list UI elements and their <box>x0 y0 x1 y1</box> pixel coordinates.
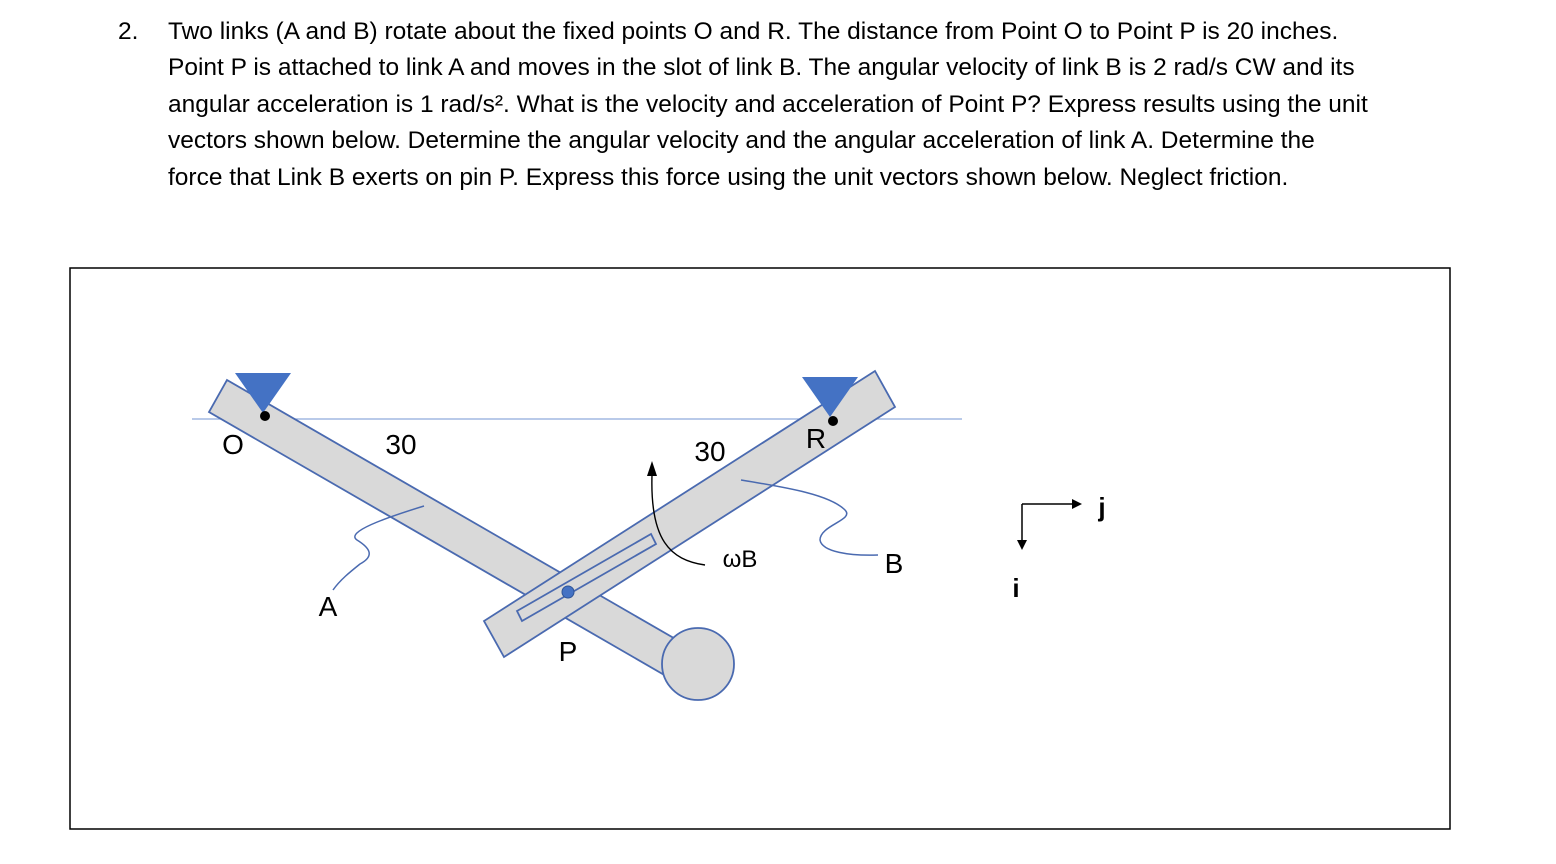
unit-vector-j-arrowhead <box>1072 499 1082 509</box>
problem-number: 2. <box>118 18 139 45</box>
unit-vector-i-label: i <box>1012 573 1020 603</box>
figure-frame <box>70 268 1450 829</box>
link-a-end-disc <box>662 628 734 700</box>
problem-text: Two links (A and B) rotate about the fixed points O and R. The distance from Point O to Point P is 20 inches. Point P is attached to link A and moves in the slot of link B. The angular velocity of link B is 2 rad/s CW and its angular acceleration is 1 rad/s². What is the velocity and acceleration of Point P? Express results using the unit vectors shown below. Determine the angular velocity and the angular acceleration of link A. Determine the force that Link B exerts on pin P. Express this force using the unit vectors shown below. Neglect friction. <box>168 18 1368 191</box>
pivot-r <box>828 416 838 426</box>
unit-vector-j-label: j <box>1098 492 1106 522</box>
omega-b-arrowhead <box>647 461 657 476</box>
link-a-label: A <box>318 591 338 622</box>
point-p-label: P <box>558 636 578 667</box>
link-b-angle-label: 30 <box>694 436 726 467</box>
point-o-label: O <box>222 429 244 460</box>
omega-b-label: ωB <box>722 546 758 573</box>
link-a-angle-label: 30 <box>385 429 417 460</box>
unit-vector-i-arrowhead <box>1017 540 1027 550</box>
link-b-label: B <box>884 548 904 579</box>
pin-p <box>562 586 574 598</box>
point-r-label: R <box>805 423 827 454</box>
link-b <box>484 371 895 657</box>
link-a <box>209 380 691 680</box>
pivot-o <box>260 411 270 421</box>
